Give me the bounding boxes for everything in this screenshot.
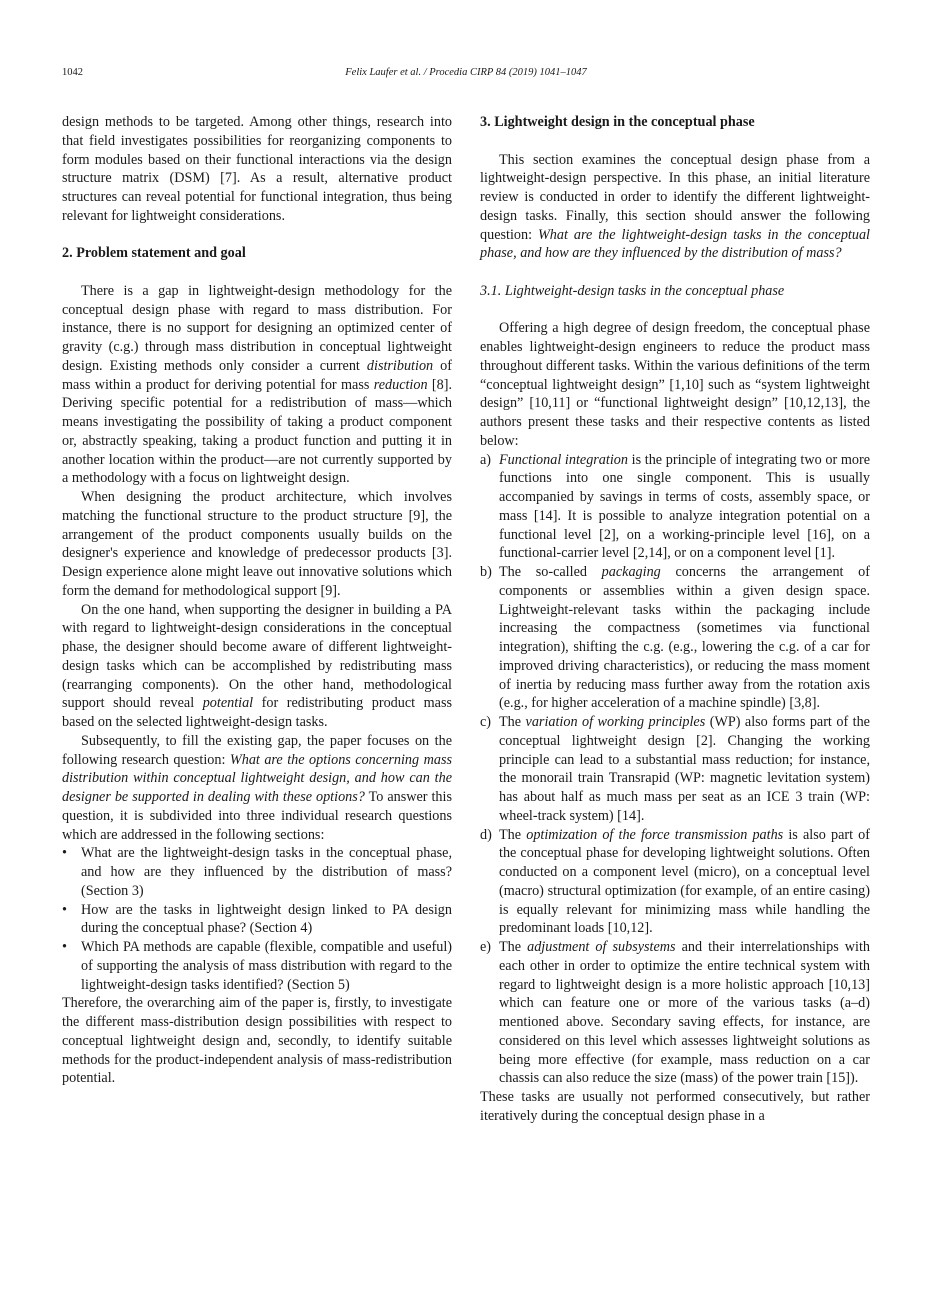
subsection-3-1-heading: 3.1. Lightweight-design tasks in the conceptual phase (480, 282, 785, 299)
problem-paragraph-5: Therefore, the overarching aim of the paper is, firstly, to investigate the different mass-distribution design possibilities with respect to conceptual lightweight design and, secondly, to identify suitable methods for the product-independent analysis of mass-redistribution potential. (62, 995, 452, 1087)
section-2-heading: 2. Problem statement and goal (62, 245, 246, 262)
research-questions-list (62, 844, 452, 994)
problem-paragraph-4: Subsequently, to fill the existing gap, the paper focuses on the following research question: What are the options concerning mass distribution within conceptual lightweight design, and how can the designer be supported in dealing with these options? To answer this question, it is subdivided into three individual research questions which are addressed in the following sections: (62, 732, 452, 843)
list-item: • Which PA methods are capable (flexible, compatible and useful) of supporting the analysis of mass distribution with regard to the lightweight-design tasks identified? (Section 5) (62, 939, 452, 993)
intro-paragraph-continuation: design methods to be targeted. Among other things, research into that field investigates possibilities for reorganizing components to form modules based on their functional interactions via the design structure matrix (DSM) [7]. As a result, alternative product structures can reveal potential for functional integration, thus being relevant for lightweight considerations. (62, 114, 452, 224)
header-citation: Felix Laufer et al. / Procedia CIRP 84 (2019) 1041–1047 (345, 67, 587, 78)
list-item: e) The adjustment of subsystems and their interrelationships with each other in order to optimize the entire technical system with regard to lightweight design is a more holistic approach [10,13] which can feature one or more of the various tasks (a–d) mentioned above. Secondary saving effects, for instance, are considered on this level which assesses lightweight solutions as being more effective (for example, mass reduction on a car chassis can also reduce the size (mass) of the power train [15]). (480, 939, 870, 1087)
subsection-paragraph: Offering a high degree of design freedom, the conceptual phase enables lightweight-design engineers to reduce the product mass throughout different tasks. Within the various definitions of the term “conceptual lightweight design” [1,10] such as “system lightweight design” [10,11] or “functional lightweight design” [10,12,13], the authors present these tasks and their respective contents as listed below: (480, 320, 870, 449)
section-3-intro: This section examines the conceptual design phase from a lightweight-design perspective. In this phase, an initial literature review is conducted in order to identify the different lightweight-design tasks. Finally, this section should answer the following question: What are the lightweight-design tasks in the conceptual phase, and how are they influenced by the distribution of mass? (480, 151, 870, 262)
list-item: c) The variation of working principles (WP) also forms part of the conceptual lightweight design [2]. Changing the working principle can lead to a substantial mass reduction; for instance, the monorail train Transrapid (WP: magnetic levitation system) has about half as much mass per seat as an ICE 3 train (WP: wheel-track system) [14]. (480, 714, 870, 824)
section-3-heading: 3. Lightweight design in the conceptual phase (480, 114, 755, 130)
problem-paragraph-2: When designing the product architecture, which involves matching the functional structure to the product structure [9], the arrangement of the product components usually builds on the designer's experience and knowledge of predecessor products [3]. Design experience alone might leave out innovative solutions which form the demand for methodological support [9]. (62, 489, 452, 599)
problem-paragraph-3: On the one hand, when supporting the designer in building a PA with regard to lightweight-design considerations in the conceptual phase, the designer should become aware of different lightweight-design tasks which can be accomplished by redistributing mass (rearranging components). On the other hand, methodological support should reveal potential for redistributing product mass based on the selected lightweight-design tasks. (62, 601, 453, 730)
list-item: b) The so-called packaging concerns the arrangement of components or assemblies within a given design space. Lightweight-relevant tasks within the packaging include increasing the compactness (sometimes via functional integration), shifting the c.g. (e.g., lowering the c.g. of a car for improved driving characteristics), or reducing the mass moment of inertia by reducing mass further away from the rotation axis (e.g., for higher acceleration of a machine spindle) [3,8]. (480, 564, 871, 712)
running-header (62, 67, 870, 83)
lightweight-tasks-list (480, 451, 870, 1089)
list-item: a) Functional integration is the principle of integrating two or more functions into one single component. This is usually accompanied by savings in terms of costs, assembly space, or mass [14]. It is possible to analyze integration potential on a functional level [2], on a working-principle level [16], on a functional-carrier level [2,14], or on a component level [1]. (480, 451, 870, 562)
left-column (62, 113, 452, 1088)
problem-paragraph-1: There is a gap in lightweight-design methodology for the conceptual design phase with regard to mass distribution. For instance, there is no support for designing an optimized center of gravity (c.g.) through mass distribution in conceptual lightweight design. Existing methods only consider a current distribution of mass within a product for deriving potential for mass reduction [8]. Deriving specific potential for a redistribution of mass—which means investigating the possibility of taking a product component or, abstractly speaking, taking a product function and putting it in another location within the product—are not currently supported by a methodology with a focus on lightweight design. (62, 282, 453, 487)
list-item: • How are the tasks in lightweight design linked to PA design during the conceptual phase? (Section 4) (62, 901, 452, 937)
page-number: 1042 (62, 67, 83, 78)
right-column (480, 113, 870, 1126)
list-item: • What are the lightweight-design tasks in the conceptual phase, and how are they influenced by the distribution of mass? (Section 3) (62, 845, 452, 899)
list-item: d) The optimization of the force transmission paths is also part of the conceptual phase for developing lightweight solutions. Often conducted on a component level (micro), on a conceptual level (macro) structural optimization (for example, of an entire casing) is equally relevant for minimizing mass while handling the predominant loads [10,12]. (480, 826, 871, 937)
closing-paragraph: These tasks are usually not performed consecutively, but rather iteratively during the conceptual design phase in a (480, 1089, 870, 1124)
